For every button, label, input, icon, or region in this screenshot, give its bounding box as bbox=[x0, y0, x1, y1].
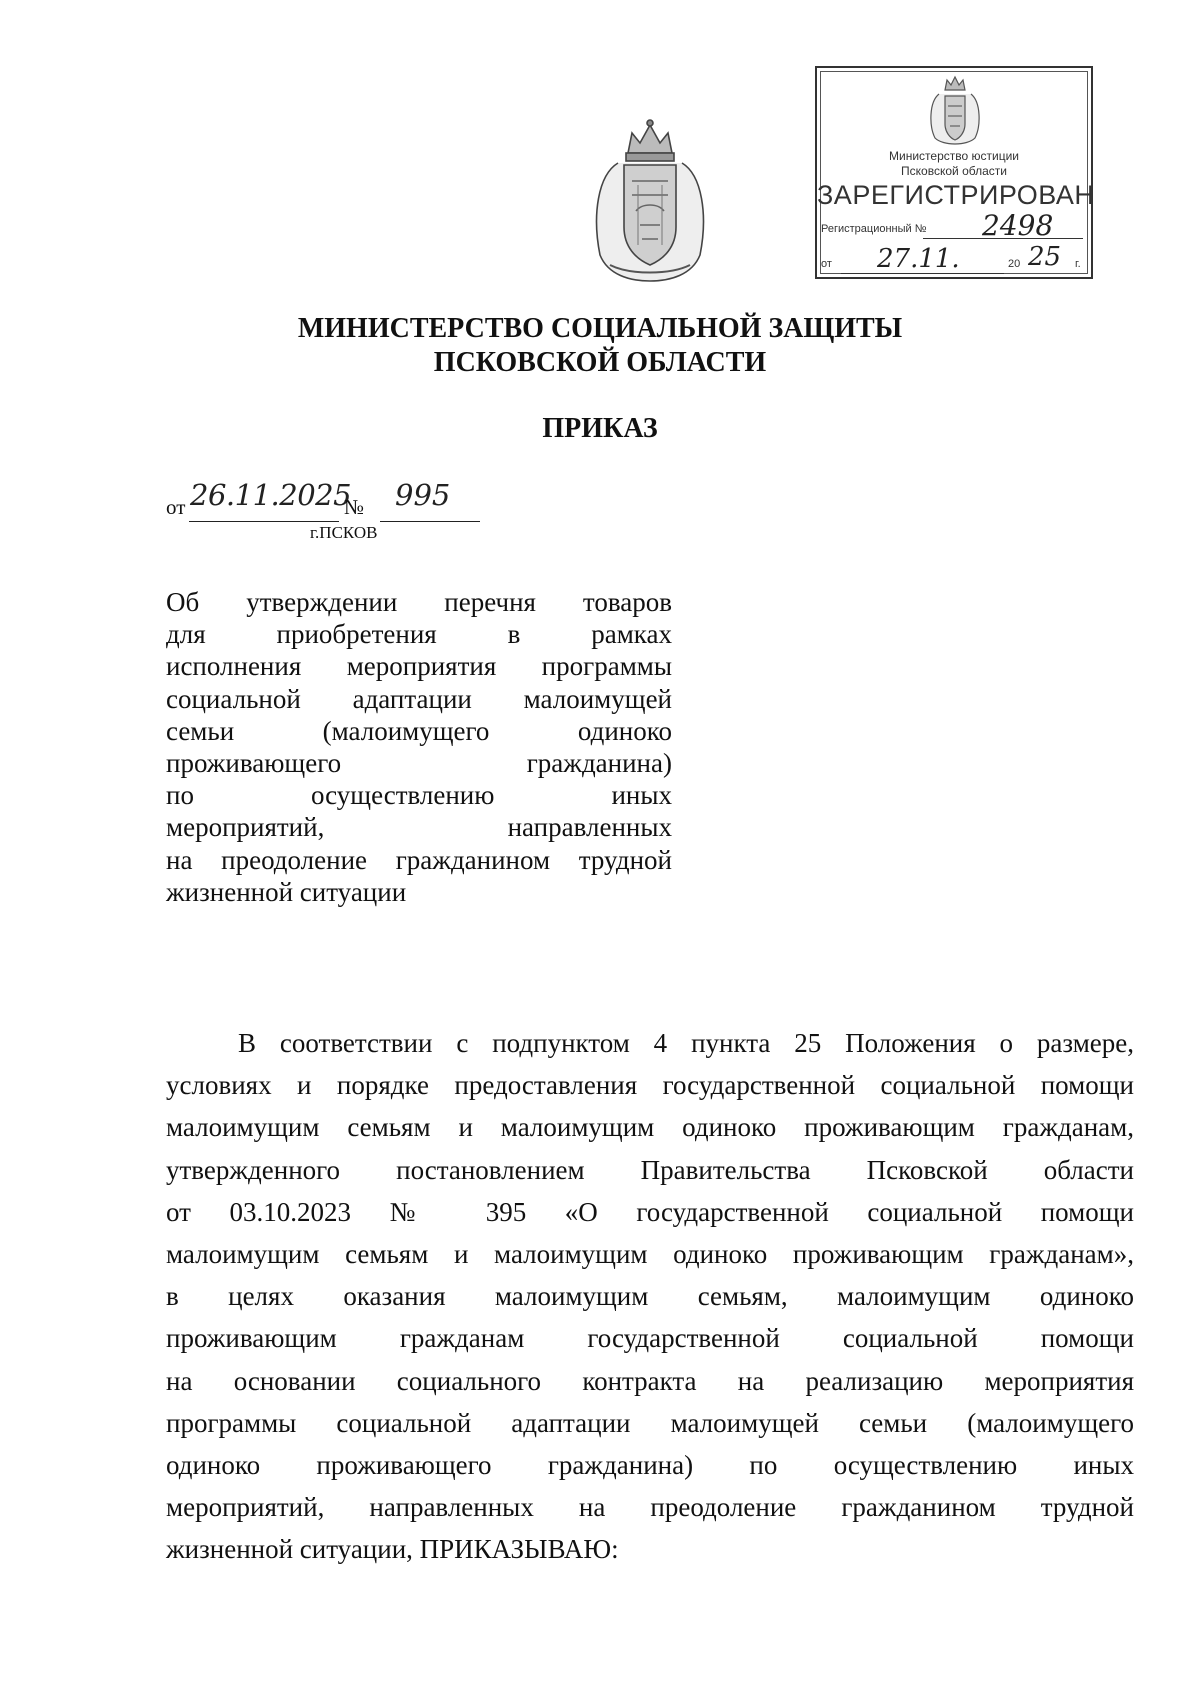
subject-line: жизненной ситуации bbox=[166, 876, 407, 907]
order-date: 26.11.2025 bbox=[190, 478, 352, 512]
stamp-reg-number: 2498 bbox=[982, 209, 1054, 242]
registration-stamp bbox=[815, 66, 1093, 279]
stamp-registered-label: ЗАРЕГИСТРИРОВАН bbox=[817, 180, 1095, 210]
order-number: 995 bbox=[395, 478, 451, 512]
order-number-label: № bbox=[344, 495, 365, 519]
body-line: жизненной ситуации, ПРИКАЗЫВАЮ: bbox=[166, 1534, 619, 1565]
subject-line: на преодоление гражданином трудной bbox=[166, 844, 672, 875]
ministry-heading bbox=[200, 312, 1000, 380]
stamp-year-prefix: 20 bbox=[1008, 258, 1021, 270]
body-line: мероприятий, направленных на преодоление гражданином трудной bbox=[166, 1492, 1134, 1523]
subject-line: проживающего гражданина) bbox=[166, 747, 672, 778]
stamp-from-label: от bbox=[821, 258, 832, 270]
stamp-year-suffix: 25 bbox=[1028, 242, 1062, 272]
body-line: утвержденного постановлением Правительства Псковской области bbox=[166, 1154, 1134, 1185]
subject-line: семьи (малоимущего одиноко bbox=[166, 715, 672, 746]
subject-line: мероприятий, направленных bbox=[166, 812, 672, 843]
body-line: на основании социального контракта на реализацию мероприятия bbox=[166, 1365, 1134, 1396]
body-line: малоимущим семьям и малоимущим одиноко проживающим гражданам, bbox=[166, 1112, 1134, 1143]
order-from-label: от bbox=[166, 495, 186, 519]
body-paragraph bbox=[166, 1022, 1134, 1570]
document-type-title: ПРИКАЗ bbox=[542, 413, 658, 444]
body-line: условиях и порядке предоставления государственной социальной помощи bbox=[166, 1070, 1134, 1101]
ministry-line-2: ПСКОВСКОЙ ОБЛАСТИ bbox=[433, 347, 767, 378]
body-line: от 03.10.2023 № 395 «О государственной социальной помощи bbox=[166, 1196, 1134, 1227]
subject-line: для приобретения в рамках bbox=[166, 619, 672, 650]
ministry-line-1: МИНИСТЕРСТВО СОЦИАЛЬНОЙ ЗАЩИТЫ bbox=[297, 313, 903, 344]
order-number-line bbox=[380, 521, 480, 522]
stamp-ministry-line1: Министерство юстиции bbox=[889, 149, 1019, 163]
subject-line: исполнения мероприятия программы bbox=[166, 651, 672, 682]
body-line: одиноко проживающего гражданина) по осуществлению иных bbox=[166, 1449, 1134, 1480]
body-line: малоимущим семьям и малоимущим одиноко проживающим гражданам», bbox=[166, 1238, 1134, 1269]
body-line: проживающим гражданам государственной социальной помощи bbox=[166, 1323, 1134, 1354]
order-date-line bbox=[189, 521, 339, 522]
stamp-ministry-line2: Псковской области bbox=[901, 164, 1007, 178]
stamp-coat-of-arms-icon bbox=[925, 74, 985, 150]
subject-line: социальной адаптации малоимущей bbox=[166, 683, 672, 714]
body-line: в целях оказания малоимущим семьям, малоимущим одиноко bbox=[166, 1281, 1134, 1312]
coat-of-arms-emblem bbox=[580, 115, 720, 285]
subject-line: по осуществлению иных bbox=[166, 780, 672, 811]
stamp-reg-number-label: Регистрационный № bbox=[821, 223, 927, 235]
body-line: программы социальной адаптации малоимущей семьи (малоимущего bbox=[166, 1407, 1134, 1438]
stamp-year-g: г. bbox=[1075, 258, 1081, 270]
body-line: В соответствии с подпунктом 4 пункта 25 Положения о размере, bbox=[238, 1028, 1134, 1058]
stamp-reg-date: 27.11. bbox=[877, 244, 960, 274]
order-city: г.ПСКОВ bbox=[310, 523, 378, 542]
order-subject bbox=[166, 586, 672, 908]
subject-line: Об утверждении перечня товаров bbox=[166, 587, 672, 617]
